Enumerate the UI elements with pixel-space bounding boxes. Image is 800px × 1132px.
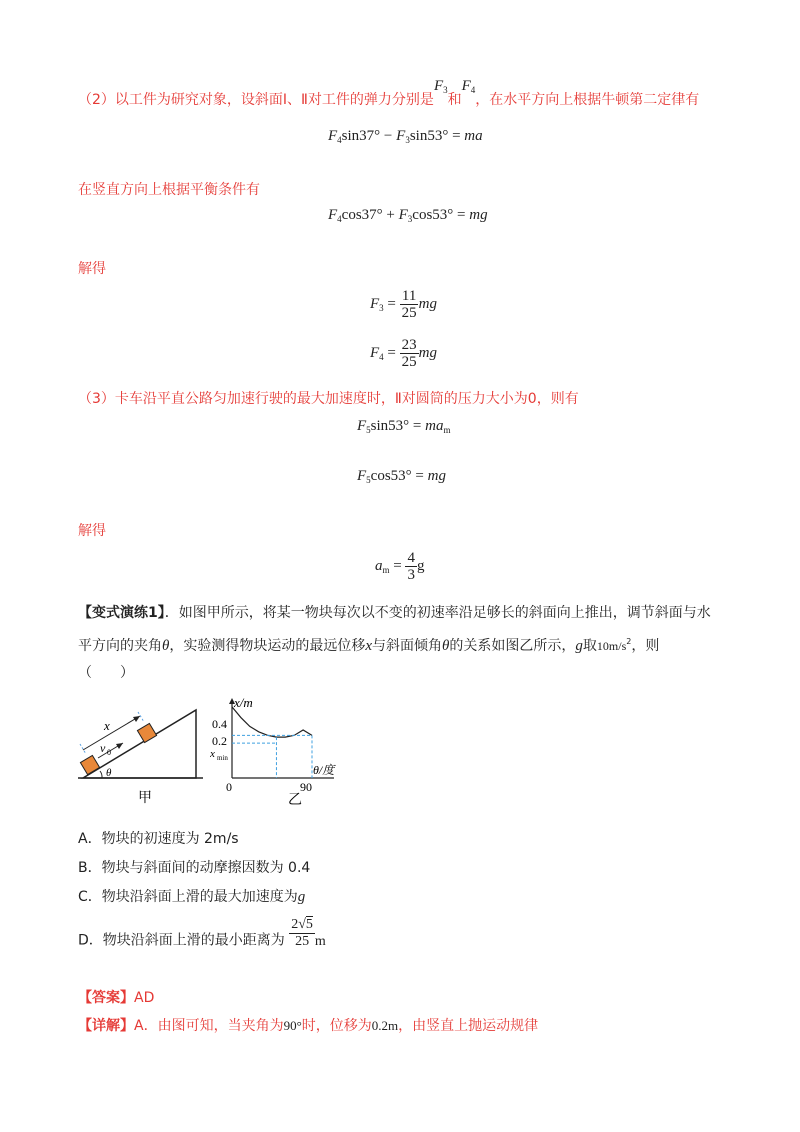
block-start	[80, 755, 99, 774]
caption-yi: 乙	[288, 793, 302, 806]
solve-label-1: 解得	[78, 261, 106, 277]
option-c[interactable]: C．物块沿斜面上滑的最大加速度为g	[78, 889, 306, 905]
vertical-text: 在竖直方向上根据平衡条件有	[78, 182, 260, 198]
equation-am-result: $a_m$ = $\frac{4}{3}$ g	[375, 550, 425, 583]
option-d[interactable]: D．物块沿斜面上滑的最小距离为 $\frac{2√5}{25}$ m	[78, 917, 326, 949]
part3-intro: （3）卡车沿平直公路匀加速行驶的最大加速度时，Ⅱ对圆筒的压力大小为0，则有	[78, 391, 579, 407]
exercise-line-2: 平方向的夹角θ，实验测得物块运动的最远位移x与斜面倾角θ的关系如图乙所示，g取$10m/s^2$，则	[78, 637, 660, 654]
equation-f4-result: $F_4$ = $\frac{23}{25}$ mg	[370, 337, 437, 370]
f3-symbol: $F_3$	[433, 78, 448, 95]
chart-y-label: x/m	[234, 696, 253, 710]
figure-chart	[210, 696, 350, 806]
chart-y-tick-02: 0.2	[212, 734, 227, 748]
equation-f3-result: $F_3$ = $\frac{11}{25}$ mg	[370, 288, 437, 321]
fig-v-label: v	[100, 741, 106, 755]
block-end	[137, 723, 156, 742]
f4-symbol: $F_4$	[461, 78, 476, 95]
detail-line: 【详解】A．由图可知，当夹角为90°时，位移为0.2m，由竖直上抛运动规律	[78, 1018, 539, 1034]
svg-text:min: min	[217, 754, 228, 762]
equation-max-accel: $F_5\sin 53^\circ = ma_m$	[357, 418, 451, 435]
svg-text:0: 0	[107, 748, 111, 757]
fig-x-label: x	[104, 718, 110, 733]
answer-line: 【答案】AD	[78, 990, 155, 1006]
exercise-line-1: 【变式演练1】．如图甲所示，将某一物块每次以不变的初速率沿足够长的斜面向上推出，调节斜面与水	[78, 605, 711, 621]
equation-balance: $F_5\cos 53^\circ$ = mg	[357, 468, 446, 485]
solve-label-2: 解得	[78, 523, 106, 539]
option-a[interactable]: A．物块的初速度为 2m/s	[78, 831, 239, 847]
caption-jia: 甲	[138, 791, 152, 806]
chart-origin-label: 0	[226, 780, 232, 794]
option-b[interactable]: B．物块与斜面间的动摩擦因数为 0.4	[78, 860, 311, 876]
chart-x-label: θ/度	[313, 763, 335, 777]
answer-paren: （ ）	[78, 665, 134, 681]
equation-vertical: $F_4\cos 37^\circ + F_3\cos 53^\circ$ = mg	[328, 207, 488, 224]
displacement-arrow	[83, 716, 140, 750]
equation-horizontal: $F_4\sin 37^\circ - F_3\sin 53^\circ$ = ma	[328, 128, 483, 145]
fig-theta-label: θ	[106, 767, 112, 779]
chart-xmin-label: x	[210, 748, 215, 760]
figure-incline	[78, 700, 208, 810]
chart-x-tick-90: 90	[300, 780, 312, 794]
chart-curve	[232, 707, 312, 737]
chart-y-tick-04: 0.4	[212, 717, 227, 731]
part2-intro: （2）以工件为研究对象，设斜面Ⅰ、Ⅱ对工件的弹力分别是$F_3$和$F_4$，在水平方向上根据牛顿第二定律有	[78, 78, 700, 108]
